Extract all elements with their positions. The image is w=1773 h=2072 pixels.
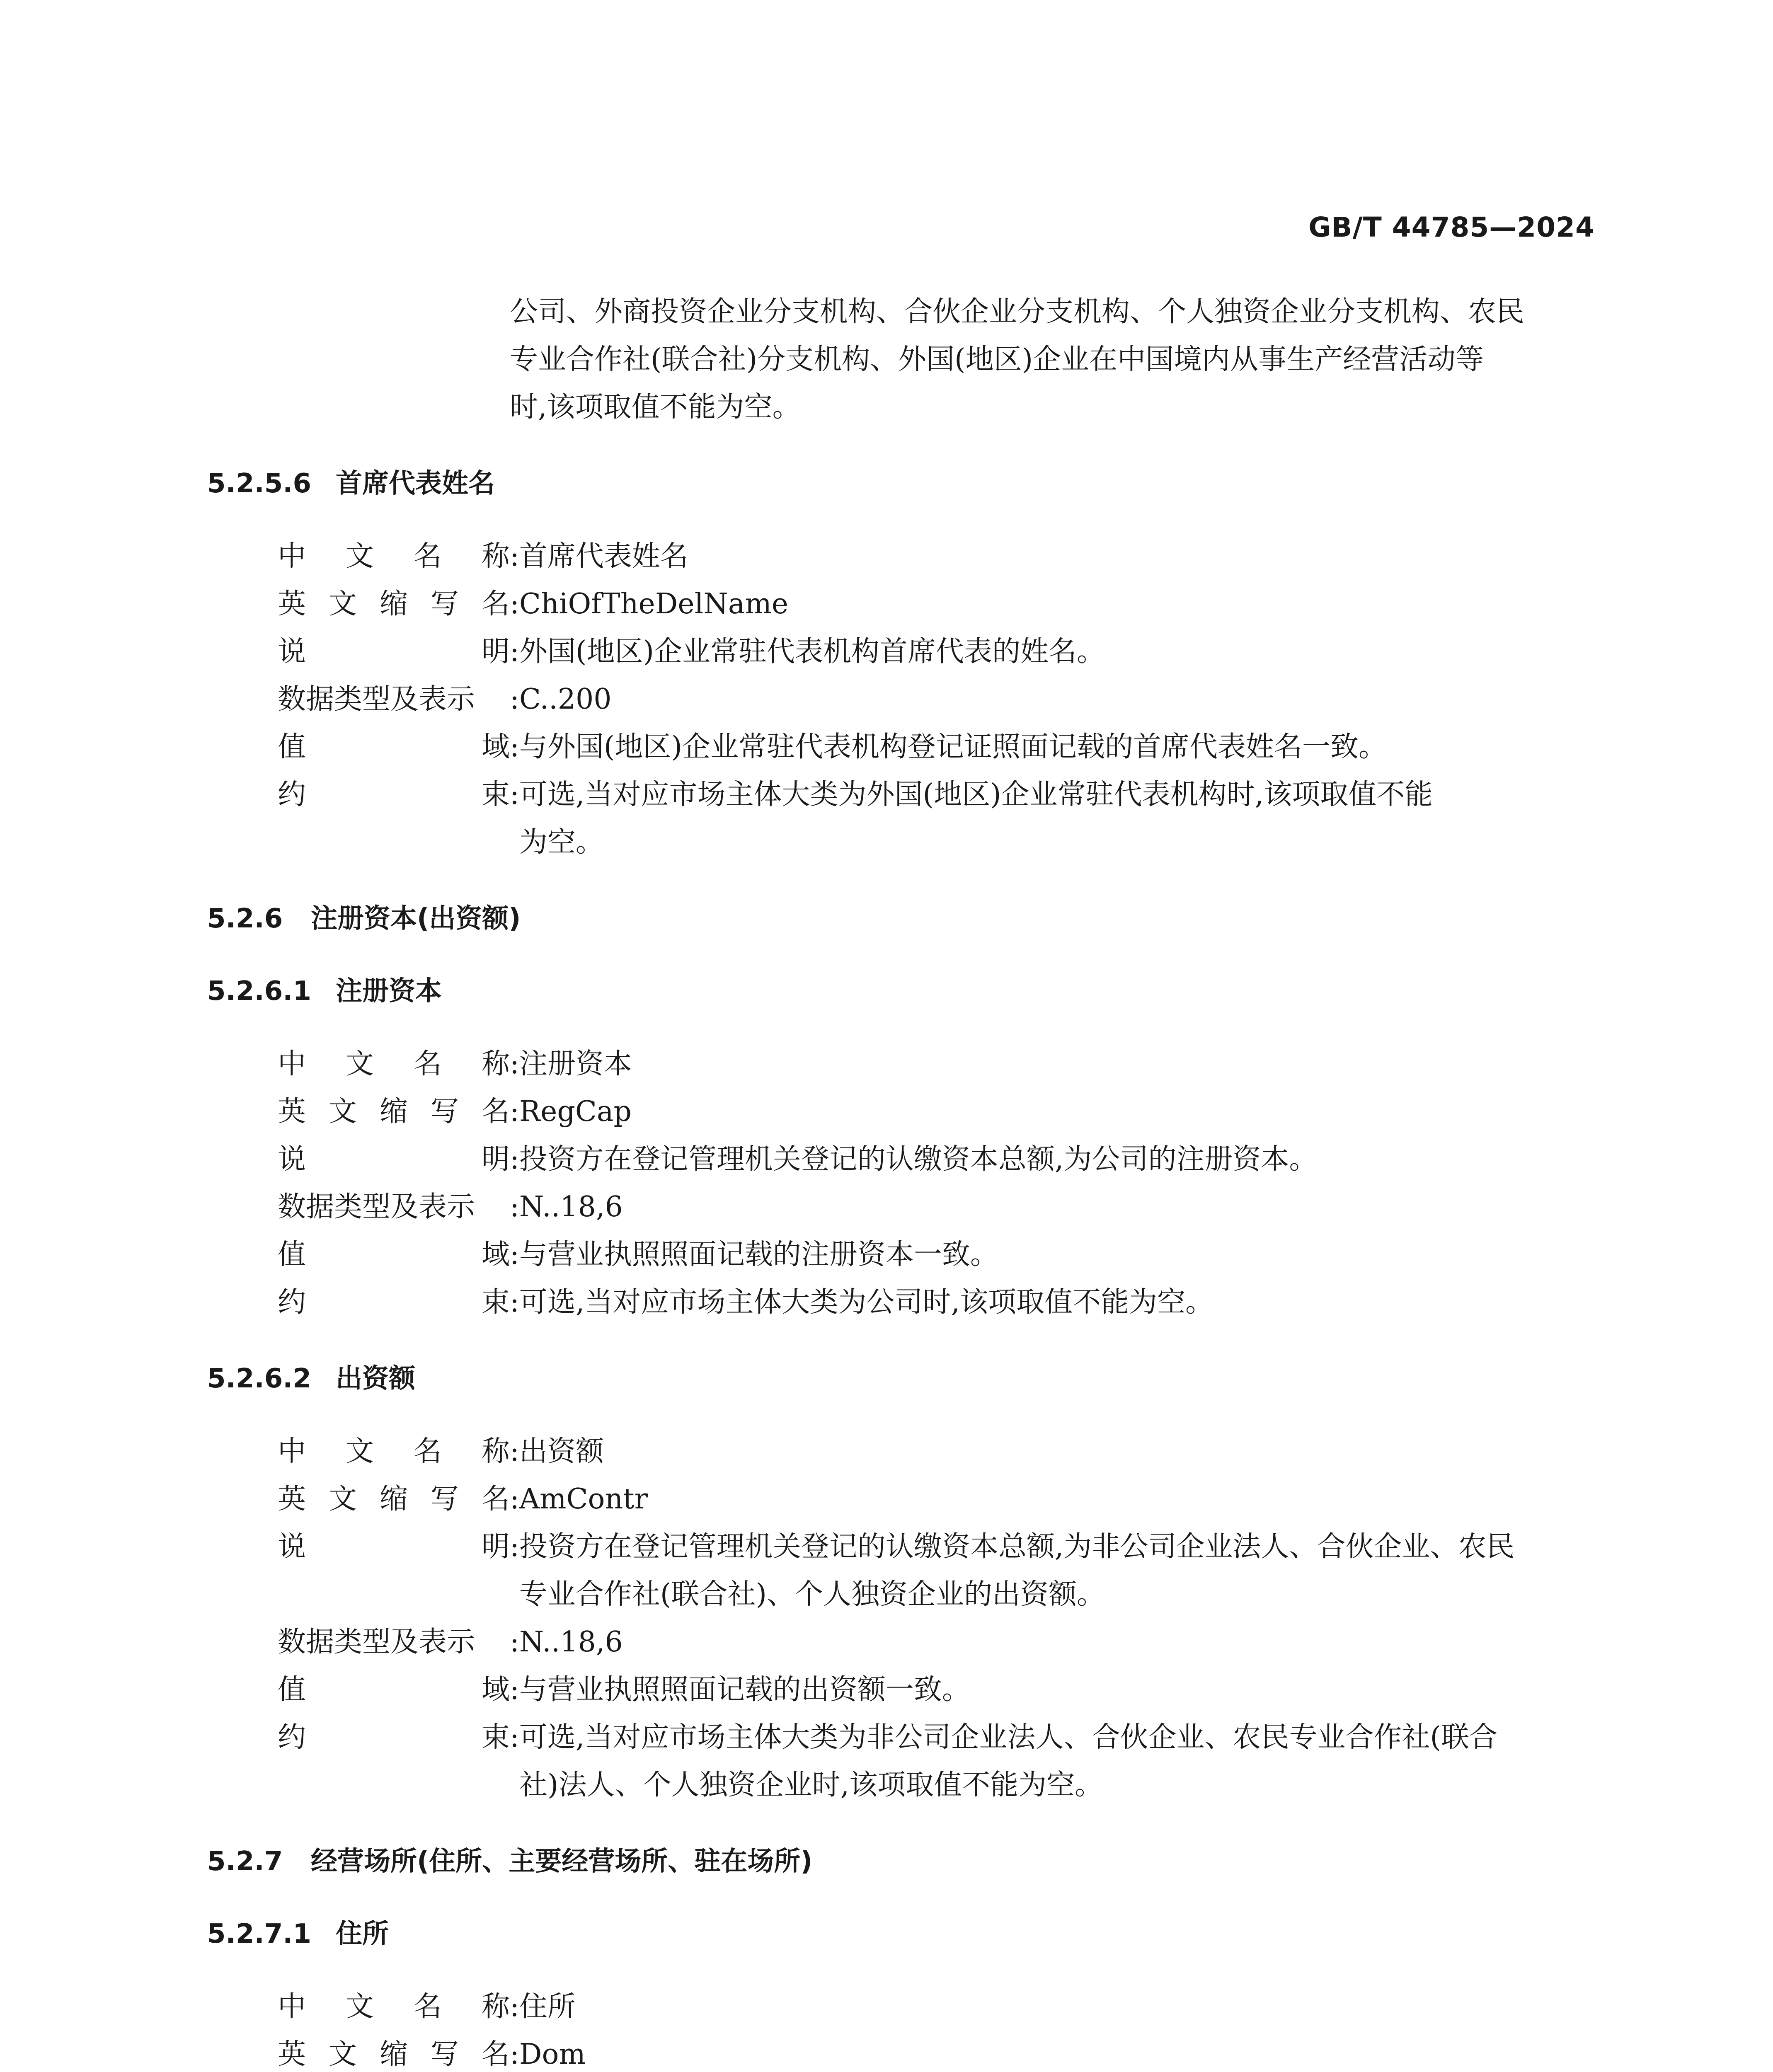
field-en-abbr: 英 文 缩 写 名 : AmContr — [278, 1475, 1596, 1523]
section-number: 5.2.7 — [207, 1846, 283, 1877]
value-en-abbr: AmContr — [519, 1483, 648, 1515]
value-cn-name: 注册资本 — [519, 1048, 632, 1080]
value-dtype: C..200 — [519, 683, 612, 716]
label-desc: 说 明 — [278, 1530, 510, 1563]
definition-block-5271 — [207, 1983, 1596, 2072]
field-domain: 值 域 : 与营业执照照面记载的出资额一致。 — [278, 1666, 1596, 1714]
label-constraint: 约 束 — [278, 778, 510, 811]
document-body — [207, 288, 1596, 2072]
field-cn-name: 中 文 名 称 : 住所 — [278, 1983, 1596, 2031]
section-heading-5262 — [207, 1355, 1596, 1403]
label-cn-name: 中 文 名 称 — [278, 1435, 510, 1468]
value-dtype: N..18,6 — [519, 1191, 623, 1223]
field-en-abbr: 英 文 缩 写 名 : ChiOfTheDelName — [278, 580, 1596, 628]
label-desc: 说 明 — [278, 1143, 510, 1176]
value-constraint: 可选,当对应市场主体大类为非公司企业法人、合伙企业、农民专业合作社(联合 — [519, 1721, 1498, 1754]
value-en-abbr: ChiOfTheDelName — [519, 588, 789, 620]
value-constraint: 可选,当对应市场主体大类为外国(地区)企业常驻代表机构时,该项取值不能 — [519, 778, 1433, 811]
section-title: 住所 — [336, 1919, 389, 1949]
value-domain: 与营业执照照面记载的注册资本一致。 — [519, 1238, 998, 1271]
field-domain: 值 域 : 与营业执照照面记载的注册资本一致。 — [278, 1231, 1596, 1278]
label-cn-name: 中 文 名 称 — [278, 1048, 510, 1080]
label-domain: 值 域 — [278, 1673, 510, 1706]
label-dtype: 数据类型及表示 — [278, 1191, 475, 1223]
label-desc: 说 明 — [278, 635, 510, 668]
standard-code: GB/T 44785—2024 — [1308, 211, 1595, 243]
section-number: 5.2.5.6 — [207, 468, 312, 499]
value-desc-cont: 专业合作社(联合社)、个人独资企业的出资额。 — [519, 1578, 1105, 1611]
label-en-abbr: 英 文 缩 写 名 — [278, 588, 510, 620]
field-desc: 说 明 : 外国(地区)企业常驻代表机构首席代表的姓名。 — [278, 628, 1596, 675]
field-cn-name: 中 文 名 称 : 注册资本 — [278, 1040, 1596, 1088]
label-en-abbr: 英 文 缩 写 名 — [278, 1095, 510, 1128]
section-title: 出资额 — [336, 1363, 415, 1394]
section-number: 5.2.6.2 — [207, 1363, 312, 1394]
value-desc: 投资方在登记管理机关登记的认缴资本总额,为非公司企业法人、合伙企业、农民 — [519, 1530, 1515, 1563]
section-heading-526 — [207, 895, 1596, 943]
label-domain: 值 域 — [278, 731, 510, 763]
field-constraint: 约 束 : 可选,当对应市场主体大类为公司时,该项取值不能为空。 — [278, 1278, 1596, 1326]
field-dtype: 数据类型及表示 : N..18,6 — [278, 1618, 1596, 1666]
section-title: 首席代表姓名 — [336, 468, 495, 499]
section-heading-5256 — [207, 460, 1596, 508]
value-dtype: N..18,6 — [519, 1626, 623, 1658]
value-constraint: 可选,当对应市场主体大类为公司时,该项取值不能为空。 — [519, 1286, 1214, 1319]
label-constraint: 约 束 — [278, 1721, 510, 1754]
section-heading-5261 — [207, 968, 1596, 1015]
section-number: 5.2.6 — [207, 903, 283, 934]
field-desc: 说 明 : 投资方在登记管理机关登记的认缴资本总额,为公司的注册资本。 — [278, 1135, 1596, 1183]
field-constraint: 约 束 : 可选,当对应市场主体大类为外国(地区)企业常驻代表机构时,该项取值不能 为空。 — [278, 771, 1596, 866]
value-constraint-cont: 为空。 — [519, 826, 604, 859]
label-cn-name: 中 文 名 称 — [278, 540, 510, 573]
value-desc: 投资方在登记管理机关登记的认缴资本总额,为公司的注册资本。 — [519, 1143, 1318, 1176]
value-domain: 与外国(地区)企业常驻代表机构登记证照面记载的首席代表姓名一致。 — [519, 731, 1387, 763]
label-en-abbr: 英 文 缩 写 名 — [278, 2038, 510, 2071]
section-title: 经营场所(住所、主要经营场所、驻在场所) — [311, 1846, 813, 1877]
field-en-abbr: 英 文 缩 写 名 : RegCap — [278, 1088, 1596, 1135]
value-cn-name: 住所 — [519, 1990, 576, 2023]
field-dtype: 数据类型及表示 : C..200 — [278, 675, 1596, 723]
section-number: 5.2.7.1 — [207, 1919, 312, 1949]
value-cn-name: 首席代表姓名 — [519, 540, 688, 573]
definition-block-5262 — [207, 1428, 1596, 1809]
section-title: 注册资本 — [336, 976, 442, 1007]
value-constraint-cont: 社)法人、个人独资企业时,该项取值不能为空。 — [519, 1769, 1103, 1801]
section-heading-5271 — [207, 1910, 1596, 1958]
section-title: 注册资本(出资额) — [311, 903, 521, 934]
value-domain: 与营业执照照面记载的出资额一致。 — [519, 1673, 970, 1706]
field-cn-name: 中 文 名 称 : 出资额 — [278, 1428, 1596, 1475]
field-cn-name: 中 文 名 称 : 首席代表姓名 — [278, 533, 1596, 580]
field-dtype: 数据类型及表示 : N..18,6 — [278, 1183, 1596, 1231]
value-en-abbr: RegCap — [519, 1095, 632, 1128]
definition-block-5256 — [207, 533, 1596, 866]
intro-line: 专业合作社(联合社)分支机构、外国(地区)企业在中国境内从事生产经营活动等 — [510, 343, 1484, 376]
definition-block-5261 — [207, 1040, 1596, 1326]
field-en-abbr: 英 文 缩 写 名 : Dom — [278, 2031, 1596, 2072]
intro-paragraph — [510, 288, 1596, 431]
intro-line: 时,该项取值不能为空。 — [510, 391, 801, 424]
field-desc: 说 明 : 投资方在登记管理机关登记的认缴资本总额,为非公司企业法人、合伙企业、农民 专业合作社(联合社)、个人独资企业的出资额。 — [278, 1523, 1596, 1618]
value-cn-name: 出资额 — [519, 1435, 604, 1468]
intro-line: 公司、外商投资企业分支机构、合伙企业分支机构、个人独资企业分支机构、农民 — [510, 295, 1525, 328]
label-domain: 值 域 — [278, 1238, 510, 1271]
label-constraint: 约 束 — [278, 1286, 510, 1319]
label-cn-name: 中 文 名 称 — [278, 1990, 510, 2023]
label-dtype: 数据类型及表示 — [278, 683, 475, 716]
value-desc: 外国(地区)企业常驻代表机构首席代表的姓名。 — [519, 635, 1105, 668]
field-constraint: 约 束 : 可选,当对应市场主体大类为非公司企业法人、合伙企业、农民专业合作社(联合 社)法人、个人独资企业时,该项取值不能为空。 — [278, 1714, 1596, 1809]
section-heading-527 — [207, 1838, 1596, 1886]
field-domain: 值 域 : 与外国(地区)企业常驻代表机构登记证照面记载的首席代表姓名一致。 — [278, 723, 1596, 771]
section-number: 5.2.6.1 — [207, 976, 312, 1007]
value-en-abbr: Dom — [519, 2038, 586, 2071]
label-en-abbr: 英 文 缩 写 名 — [278, 1483, 510, 1515]
label-dtype: 数据类型及表示 — [278, 1626, 475, 1658]
